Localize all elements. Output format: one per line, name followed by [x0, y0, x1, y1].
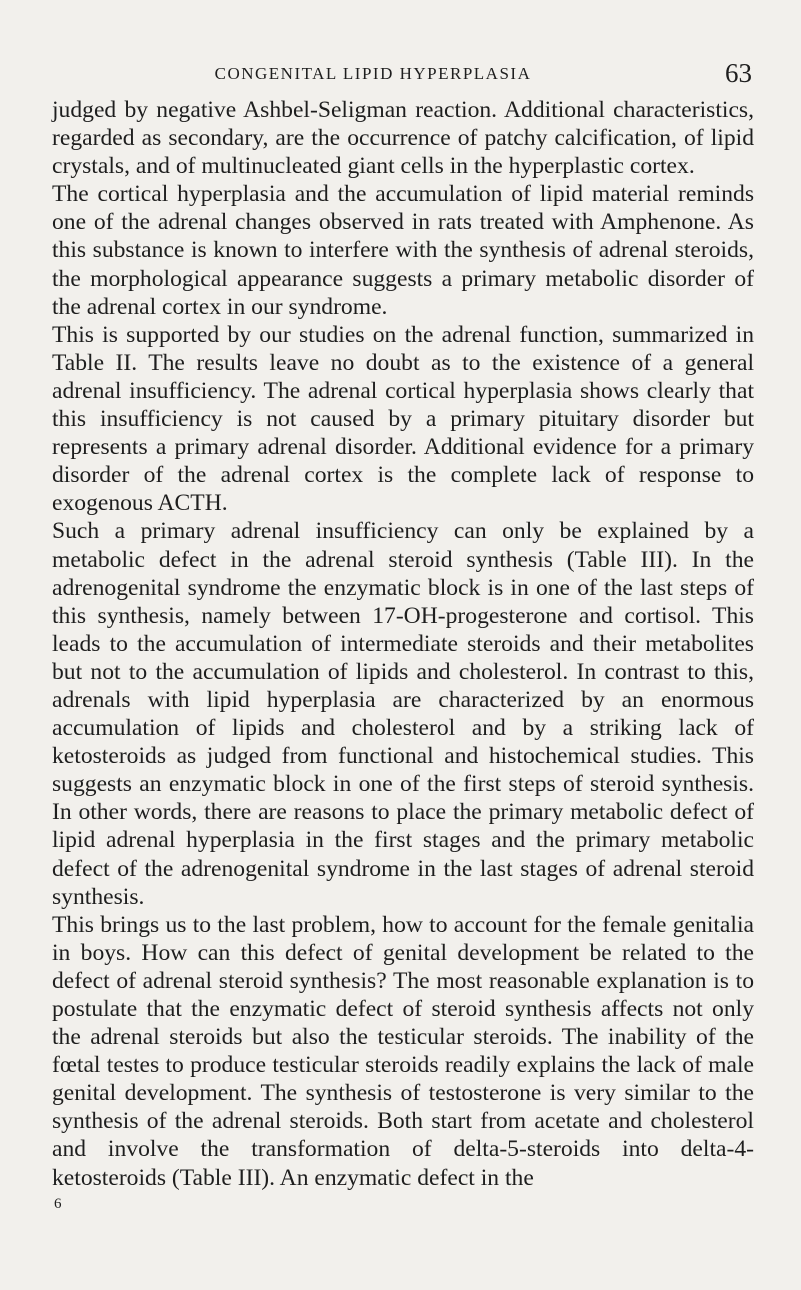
signature-mark: 6 [54, 1195, 62, 1212]
paragraph-5: This brings us to the last problem, how to account for the female genitalia in boys. How can this defect of genital development be related to the defect of adrenal steroid synthesis? The most reasonable explanation is to postulate that the enzymatic defect of steroid synthesis affects not only the adrenal steroids but also the testicular steroids. The inability of the fœtal testes to produce testicular steroids readily explains the lack of male genital development. The synthesis of testosterone is very similar to the synthesis of the adrenal steroids. Both start from acetate and cholesterol and involve the transformation of delta-5-steroids into delta-4-ketosteroids (Table III). An enzymatic defect in the [52, 911, 754, 1191]
paragraph-4: Such a primary adrenal insufficiency can only be explained by a metabolic defect in the adrenal steroid synthesis (Table III). In the adrenogenital syndrome the enzymatic block is in one of the last steps of this synthesis, namely between 17-OH-progesterone and cortisol. This leads to the accumulation of intermediate steroids and their metabolites but not to the accumulation of lipids and cholesterol. In contrast to this, adrenals with lipid hyperplasia are characterized by an enormous accumulation of lipids and cholesterol and by a striking lack of ketosteroids as judged from functional and histochemical studies. This suggests an enzymatic block in one of the first steps of steroid synthesis. In other words, there are reasons to place the primary metabolic defect of lipid adrenal hyperplasia in the first stages and the primary metabolic defect of the adrenogenital syndrome in the last stages of adrenal steroid synthesis. [52, 518, 754, 910]
book-page [52, 56, 754, 1213]
running-title: CONGENITAL LIPID HYPERPLASIA [214, 64, 532, 83]
paragraph-3: This is supported by our studies on the adrenal function, summarized in Table II. The results leave no doubt as to the existence of a general adrenal insufficiency. The adrenal cortical hyperplasia shows clearly that this insufficiency is not caused by a primary pituitary disorder but represents a primary adrenal disorder. Additional evidence for a primary disorder of the adrenal cortex is the complete lack of response to exogenous ACTH. [52, 321, 754, 517]
body-text [52, 96, 754, 1192]
page-number: 63 [725, 58, 752, 88]
paragraph-2: The cortical hyperplasia and the accumulation of lipid material reminds one of the adrenal changes observed in rats treated with Amphenone. As this substance is known to interfere with the synthesis of adrenal steroids, the morphological appearance suggests a primary metabolic disorder of the adrenal cortex in our syndrome. [52, 181, 754, 320]
running-head [52, 56, 754, 96]
paragraph-1: judged by negative Ashbel-Seligman reaction. Additional characteristics, regarded as secondary, are the occurrence of patchy calcification, of lipid crystals, and of multinucleated giant cells in the hyperplastic cortex. [52, 97, 754, 180]
